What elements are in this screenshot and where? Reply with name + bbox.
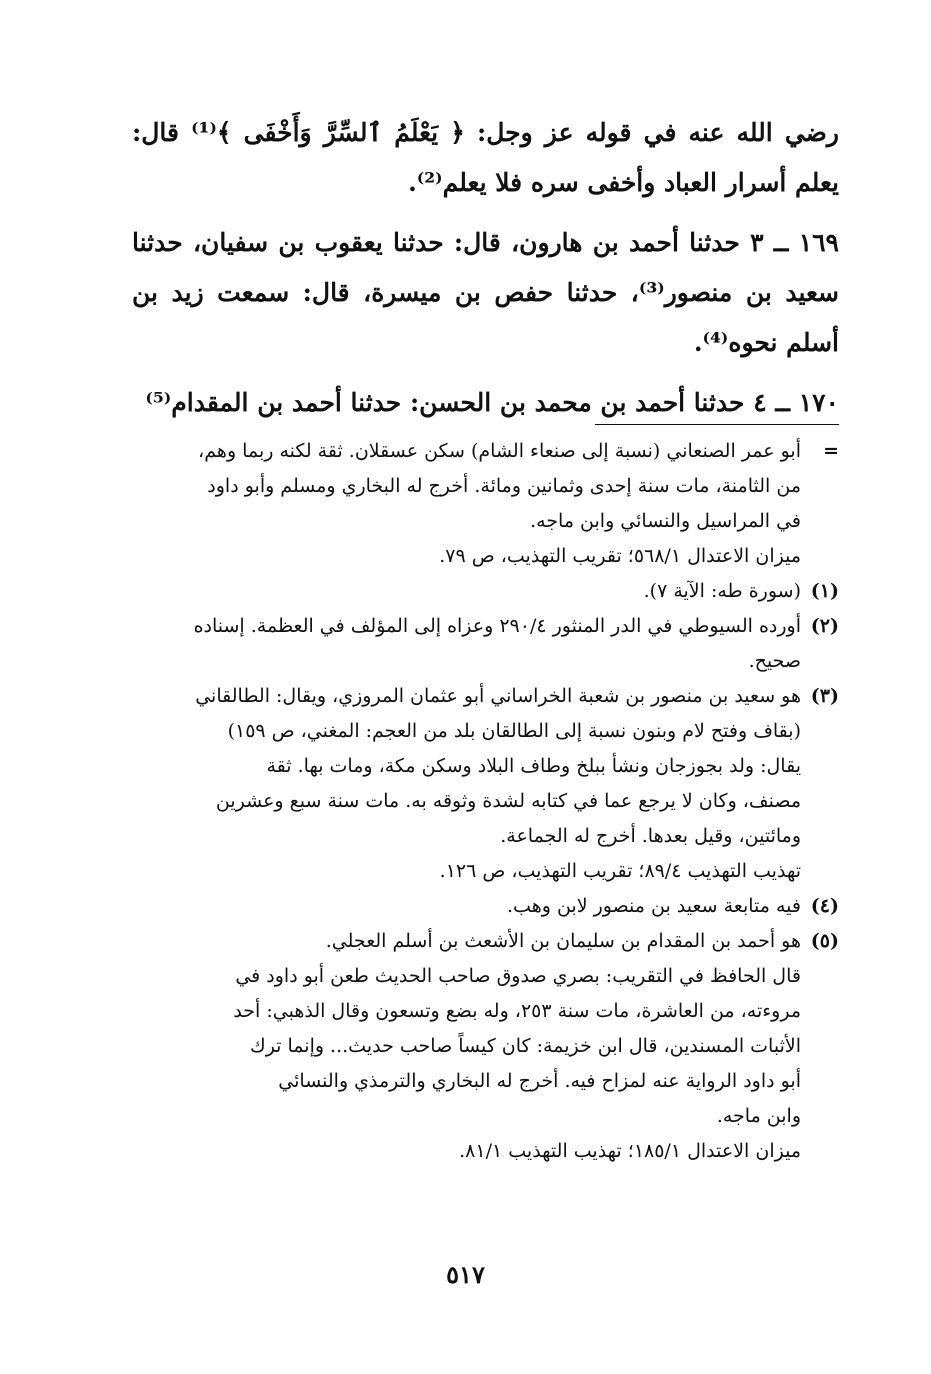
footnote (132, 679, 839, 889)
footnote-separator (595, 424, 839, 425)
page-number: ٥١٧ (446, 1260, 485, 1289)
footnote-line: ومائتين، وقيل بعدها. أخرج له الجماعة. (500, 825, 801, 847)
footnotes (132, 434, 839, 1169)
footnote-line: مصنف، وكان لا يرجع عما في كتابه لشدة وثوقه به. مات سنة سبع وعشرين (215, 790, 801, 812)
footnote-line: مروءته، من العاشرة، مات سنة ٢٥٣، وله بضع وتسعون وقال الذهبي: أحد (233, 1000, 801, 1022)
paragraph-169: ١٦٩ ــ ٣ حدثنا أحمد بن هارون، قال: حدثنا يعقوب بن سفيان، حدثنا سعيد بن منصور⁽³⁾، حدثنا حفص بن ميسرة، قال: سمعت زيد بن أسلم نحوه⁽⁴⁾. (132, 228, 839, 357)
footnote-line: هو أحمد بن المقدام بن سليمان بن الأشعث بن أسلم العجلي. (325, 930, 801, 952)
footnote-number: (٣) (810, 685, 839, 707)
footnote-number: = (823, 440, 839, 462)
footnote (132, 609, 839, 679)
footnote-number: (١) (810, 580, 839, 602)
footnote-line: فيه متابعة سعيد بن منصور لابن وهب. (507, 895, 801, 917)
footnote-line: هو سعيد بن منصور بن شعبة الخراساني أبو عثمان المروزي، ويقال: الطالقاني (195, 685, 801, 707)
footnote-line: يقال: ولد بجوزجان ونشأ ببلخ وطاف البلاد وسكن مكة، ومات بها. ثقة (266, 755, 801, 777)
footnote (132, 889, 839, 924)
paragraph-170: ١٧٠ ــ ٤ حدثنا أحمد بن محمد بن الحسن: حدثنا أحمد بن المقدام⁽⁵⁾ (145, 388, 839, 417)
footnote-line: تهذيب التهذيب ٨٩/٤؛ تقريب التهذيب، ص ١٢٦. (439, 860, 801, 882)
footnote-number: (٥) (810, 930, 839, 952)
footnote-number: (٤) (810, 895, 839, 917)
footnote-line: ميزان الاعتدال ٥٦٨/١؛ تقريب التهذيب، ص ٧٩. (439, 545, 801, 567)
footnote-line: أورده السيوطي في الدر المنثور ٢٩٠/٤ وعزاه إلى المؤلف في العظمة. إسناده (193, 615, 801, 637)
main-text (132, 108, 839, 438)
footnote-line: (سورة طه: الآية ٧). (643, 580, 801, 602)
footnote-line: وابن ماجه. (716, 1105, 801, 1127)
footnote (132, 574, 839, 609)
footnote-line: صحيح. (748, 650, 801, 672)
footnote-line: أبو داود الرواية عنه لمزاح فيه. أخرج له البخاري والترمذي والنسائي (278, 1070, 801, 1092)
footnote (132, 924, 839, 1169)
footnote-line: أبو عمر الصنعاني (نسبة إلى صنعاء الشام) سكن عسقلان. ثقة لكنه ربما وهم، (198, 440, 801, 462)
footnote-line: في المراسيل والنسائي وابن ماجه. (530, 510, 801, 532)
footnote-line: ميزان الاعتدال ١٨٥/١؛ تهذيب التهذيب ٨١/١. (459, 1140, 801, 1162)
footnote-line: من الثامنة، مات سنة إحدى وثمانين ومائة. أخرج له البخاري ومسلم وأبو داود (207, 475, 801, 497)
footnote-line: قال الحافظ في التقريب: بصري صدوق صاحب الحديث طعن أبو داود في (235, 965, 801, 987)
footnote-number: (٢) (810, 615, 839, 637)
footnote (132, 434, 839, 574)
footnote-line: الأثبات المسندين، قال ابن خزيمة: كان كيساً صاحب حديث... وإنما ترك (250, 1035, 801, 1057)
paragraph-1: رضي الله عنه في قوله عز وجل: ﴿ يَعْلَمُ ٱلسِّرَّ وَأَخْفَى ﴾⁽¹⁾ قال: يعلم أسرار العباد وأخفى سره فلا يعلم⁽²⁾. (132, 118, 839, 197)
footnote-line: (بقاف وفتح لام وبنون نسبة إلى الطالقان بلد من العجم: المغني، ص ١٥٩) (227, 720, 801, 742)
